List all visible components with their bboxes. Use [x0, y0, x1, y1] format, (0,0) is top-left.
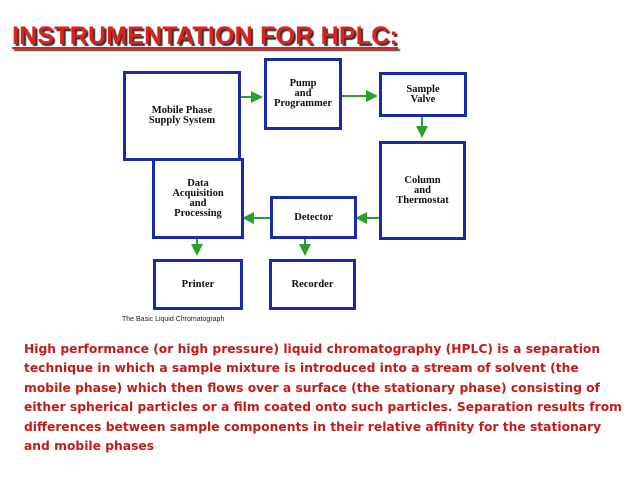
box-label: Printer — [181, 278, 215, 290]
slide-title: INSTRUMENTATION FOR HPLC: — [12, 22, 398, 50]
box-detector — [270, 196, 357, 239]
box-label: Column and Thermostat — [396, 174, 449, 206]
diagram-caption: The Basic Liquid Chromatograph — [122, 316, 225, 323]
box-sample-valve — [379, 72, 467, 117]
box-pump-programmer — [264, 58, 342, 130]
box-data-acquisition — [152, 158, 244, 239]
box-label: Pump and Programmer — [273, 78, 333, 109]
box-label: Detector — [294, 211, 333, 223]
box-label: Data Acquisition and Processing — [172, 177, 224, 219]
box-column-thermostat — [379, 141, 466, 240]
hplc-description: High performance (or high pressure) liquid chromatography (HPLC) is a separation technique in which a sample mixture is introduced into a stream of solvent (the mobile phase) which then flows over a surface (the stationary phase) consisting of either spherical particles or a film coated onto such particles. Separation results from differences between sample components in their relative affinity for the stationary and mobile phases — [24, 342, 622, 454]
box-label: Mobile Phase Supply System — [148, 105, 216, 126]
box-label: Sample Valve — [406, 83, 440, 105]
box-label: Recorder — [291, 278, 334, 290]
box-mobile-phase-supply — [123, 71, 241, 161]
box-printer — [153, 259, 243, 310]
box-recorder — [269, 259, 356, 310]
